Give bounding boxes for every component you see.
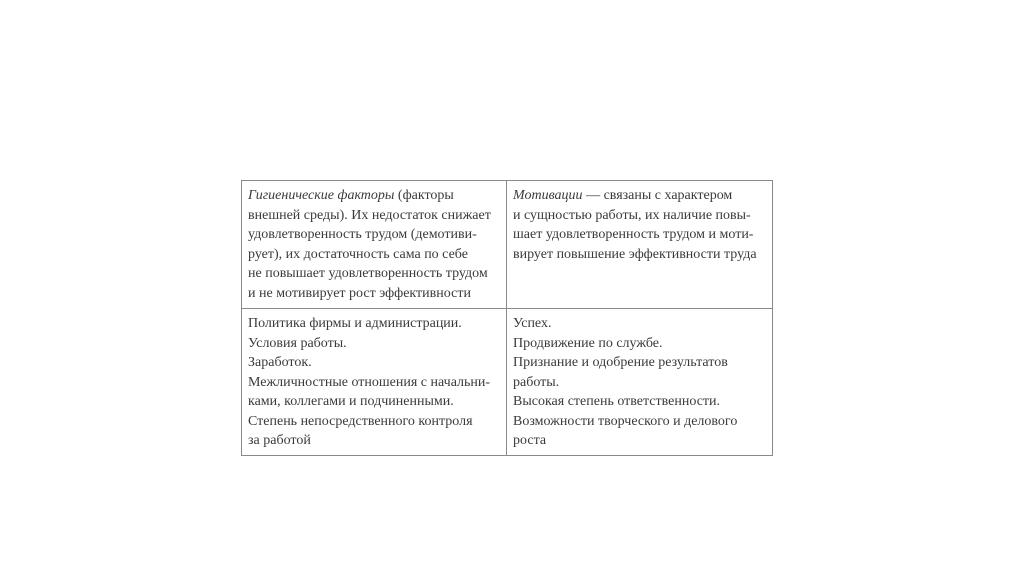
hygiene-factor-item: Степень непосредственного контроля (248, 413, 473, 429)
motivators-header-cell (507, 181, 772, 308)
header-right-line: вирует повышение эффективности труда (513, 246, 757, 262)
header-right-line: шает удовлетворенность трудом и моти- (513, 227, 754, 242)
header-left-line: не повышает удовлетворенность трудом (248, 266, 488, 281)
herzberg-factors-table (241, 180, 773, 456)
header-left-line: внешней среды). Их недостаток снижает (248, 207, 491, 223)
motivator-item: работы. (513, 374, 560, 390)
motivator-item: Возможности творческого и делового (513, 413, 738, 429)
motivator-item: Признание и одобрение результатов (513, 355, 728, 370)
header-left-line: и не мотивирует рост эффективности (248, 285, 471, 301)
hygiene-factor-item: Условия работы. (248, 335, 347, 351)
hygiene-factor-item: Политика фирмы и администрации. (248, 316, 462, 331)
motivator-item: Продвижение по службе. (513, 335, 663, 351)
motivators-list-cell (507, 309, 772, 455)
header-right-line: Мотивации — связаны с характером (513, 188, 733, 203)
table-header-row (242, 181, 772, 309)
hygiene-factors-header-cell (242, 181, 507, 308)
hygiene-factor-item: Межличностные отношения с начальни- (248, 374, 491, 390)
hygiene-factor-item: ками, коллегами и подчиненными. (248, 394, 454, 409)
hygiene-factor-item: Заработок. (248, 355, 312, 370)
header-left-line: Гигиенические факторы (факторы (248, 188, 454, 203)
motivator-item: роста (513, 433, 547, 448)
hygiene-factor-item: за работой (248, 433, 311, 448)
motivator-item: Успех. (513, 316, 552, 331)
hygiene-factors-list-cell (242, 309, 507, 455)
header-right-line: и сущностью работы, их наличие повы- (513, 207, 751, 223)
table-body-row (242, 309, 772, 455)
header-left-line: рует), их достаточность сама по себе (248, 246, 468, 262)
motivator-item: Высокая степень ответственности. (513, 394, 721, 409)
header-left-line: удовлетворенность трудом (демотиви- (248, 227, 477, 242)
